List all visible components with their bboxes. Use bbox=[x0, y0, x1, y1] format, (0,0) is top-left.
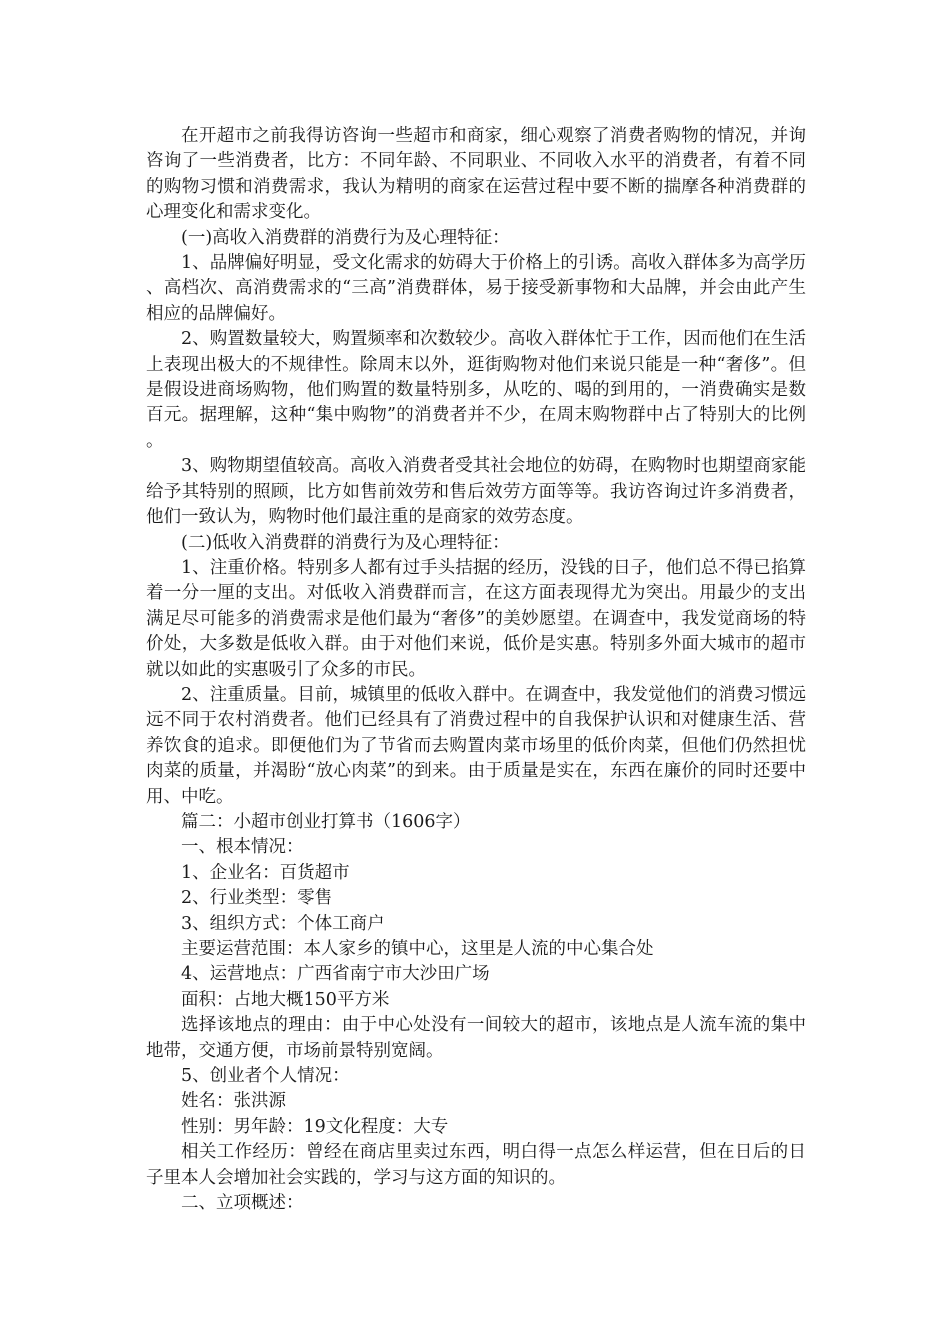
company-name-line: 1、企业名：百货超市 bbox=[181, 862, 350, 883]
location-reason-paragraph: 选择该地点的理由：由于中心处没有一间较大的超市，该地点是人流车流的集中地带，交通方便，市场前景特别宽阔。 bbox=[146, 1015, 806, 1061]
low-income-point-2: 2、注重质量。目前，城镇里的低收入群中。在调查中，我发觉他们的消费习惯远远不同于农村消费者。他们已经具有了消费过程中的自我保护认识和对健康生活、营养饮食的追求。即便他们为了节省而去购置肉菜市场里的低价肉菜，但他们仍然担忧肉菜的质量，并渴盼“放心肉菜”的到来。由于质量是实在，东西在廉价的同时还要中用、中吃。 bbox=[146, 684, 806, 807]
industry-type-line: 2、行业类型：零售 bbox=[181, 888, 333, 909]
high-income-point-3: 3、购物期望值较高。高收入消费者受其社会地位的妨碍，在购物时也期望商家能给予其特别的照顾，比方如售前效劳和售后效劳方面等等。我访咨询过许多消费者，他们一致认为，购物时他们最注重的是商家的效劳态度。 bbox=[146, 456, 806, 528]
founder-details-line: 性别：男年龄：19文化程度：大专 bbox=[181, 1116, 449, 1137]
document-body bbox=[146, 124, 806, 1216]
location-line: 4、运营地点：广西省南宁市大沙田广场 bbox=[181, 964, 490, 985]
project-overview-heading: 二、立项概述： bbox=[181, 1193, 304, 1214]
founder-info-heading: 5、创业者个人情况： bbox=[181, 1066, 350, 1087]
high-income-point-1: 1、品牌偏好明显，受文化需求的妨碍大于价格上的引诱。高收入群体多为高学历、高档次、高消费需求的“三高”消费群体，易于接受新事物和大品牌，并会由此产生相应的品牌偏好。 bbox=[146, 253, 806, 324]
article-two-title: 篇二：小超市创业打算书（1606字） bbox=[181, 811, 471, 832]
section-heading-high-income: (一)高收入消费群的消费行为及心理特征： bbox=[181, 227, 510, 248]
organization-line: 3、组织方式：个体工商户 bbox=[181, 913, 385, 934]
high-income-point-2: 2、购置数量较大，购置频率和次数较少。高收入群体忙于工作，因而他们在生活上表现出极大的不规律性。除周末以外，逛街购物对他们来说只能是一种“奢侈”。但是假设进商场购物，他们购置的数量特别多，从吃的、喝的到用的，一消费确实是数百元。据理解，这种“集中购物”的消费者并不少，在周末购物群中占了特别大的比例。 bbox=[146, 329, 806, 451]
intro-paragraph: 在开超市之前我得访咨询一些超市和商家，细心观察了消费者购物的情况，并询咨询了一些消费者，比方：不同年龄、不同职业、不同收入水平的消费者，有着不同的购物习惯和消费需求，我认为精明的商家在运营过程中要不断的揣摩各种消费群的心理变化和需求变化。 bbox=[146, 126, 806, 223]
basic-info-heading: 一、根本情况： bbox=[181, 837, 304, 858]
business-scope-line: 主要运营范围：本人家乡的镇中心，这里是人流的中心集合处 bbox=[181, 939, 654, 959]
work-experience-paragraph: 相关工作经历：曾经在商店里卖过东西，明白得一点怎么样运营，但在日后的日子里本人会增加社会实践的，学习与这方面的知识的。 bbox=[146, 1142, 806, 1188]
founder-name-line: 姓名：张洪源 bbox=[181, 1091, 286, 1112]
area-line: 面积：占地大概150平方米 bbox=[181, 989, 390, 1010]
section-heading-low-income: (二)低收入消费群的消费行为及心理特征： bbox=[181, 532, 510, 553]
low-income-point-1: 1、注重价格。特别多人都有过手头拮据的经历，没钱的日子，他们总不得已掐算着一分一厘的支出。对低收入消费群而言，在这方面表现得尤为突出。用最少的支出满足尽可能多的消费需求是他们最为“奢侈”的美妙愿望。在调查中，我发觉商场的特价处，大多数是低收入群。由于对他们来说，低价是实惠。特别多外面大城市的超市就以如此的实惠吸引了众多的市民。 bbox=[146, 557, 806, 680]
